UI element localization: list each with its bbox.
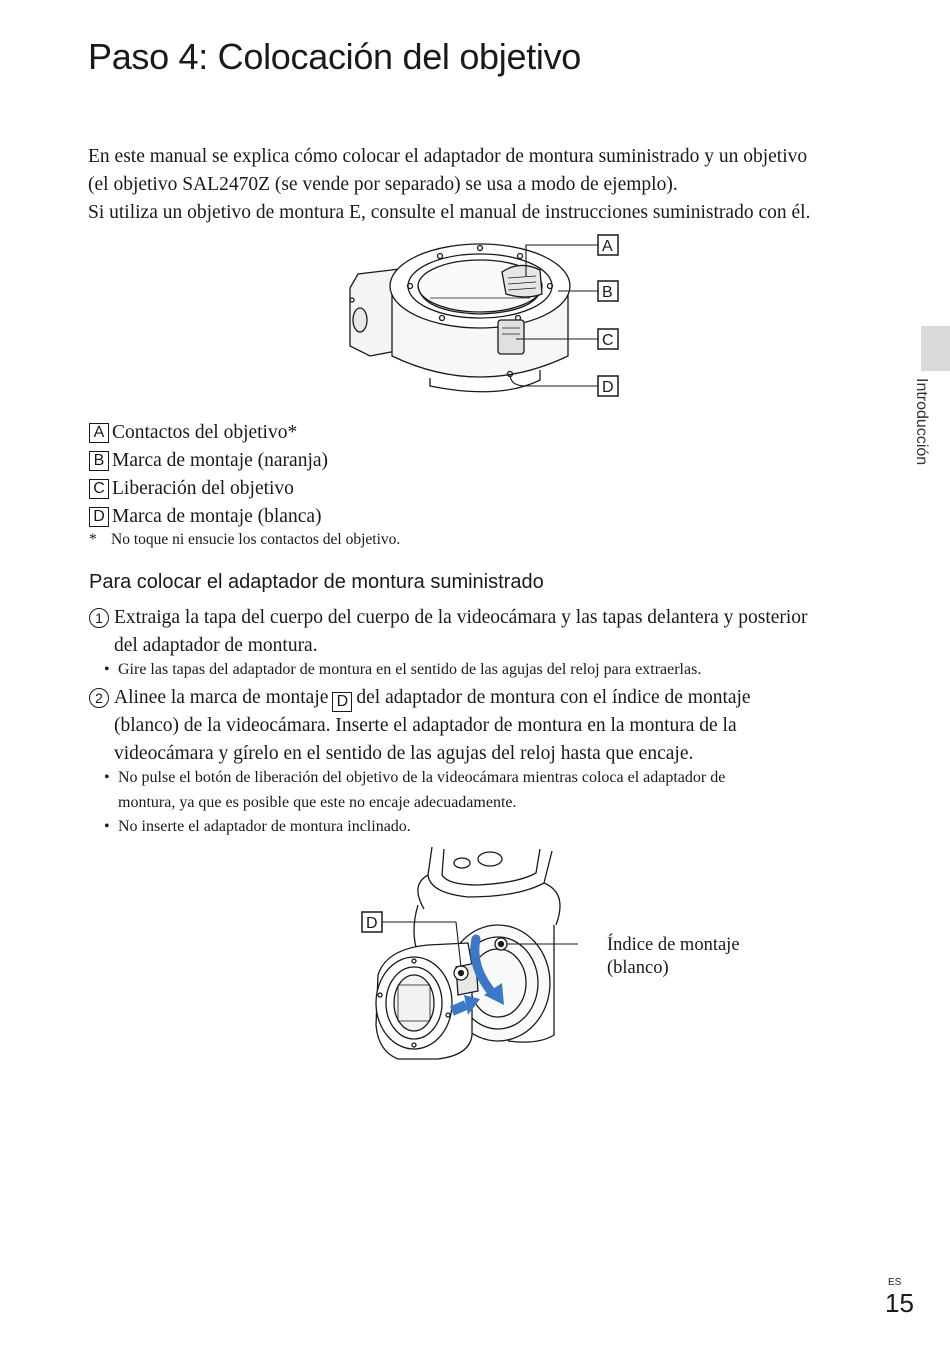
step-1 [89, 604, 869, 660]
intro-line: (el objetivo SAL2470Z (se vende por separado) se usa a modo de ejemplo). [88, 174, 678, 195]
bullet-text: Gire las tapas del adaptador de montura en el sentido de las agujas del reloj para extraerlas. [118, 661, 702, 678]
step-text: Extraiga la tapa del cuerpo del cuerpo de la videocámara y las tapas delantera y posterior [114, 607, 808, 628]
callout-c: C [602, 332, 614, 349]
label-letter-box: B [89, 451, 109, 471]
step-text-post: del adaptador de montura con el índice de montaje [356, 687, 751, 708]
part-labels [89, 419, 328, 531]
callout-d: D [366, 915, 378, 932]
page-language: ES [888, 1277, 902, 1288]
callout-a: A [602, 238, 613, 255]
bullet-dot: • [104, 769, 110, 786]
mount-index-label [607, 934, 740, 980]
label-text: Liberación del objetivo [112, 478, 294, 499]
step-number: 1 [89, 608, 109, 628]
page-number: 15 [885, 1288, 914, 1318]
step-2 [89, 684, 869, 768]
intro-paragraph [88, 143, 888, 227]
bullet-text: No pulse el botón de liberación del objetivo de la videocámara mientras coloca el adaptador de [118, 769, 726, 786]
label-letter-box: C [89, 479, 109, 499]
label-row [89, 447, 328, 475]
label-letter-box: A [89, 423, 109, 443]
bullet-text: montura, ya que es posible que este no encaje adecuadamente. [118, 794, 517, 811]
callout-d: D [602, 379, 614, 396]
label-row [89, 419, 328, 447]
label-text: Marca de montaje (naranja) [112, 450, 329, 471]
bullet-dot: • [104, 818, 110, 835]
footnote-star: * [89, 531, 97, 548]
mount-adaptor-illustration [330, 228, 630, 400]
attach-adaptor-illustration [358, 845, 578, 1079]
step-text-pre: Alinee la marca de montaje [114, 687, 329, 708]
footnote [89, 531, 400, 549]
label-text: Contactos del objetivo* [112, 422, 298, 443]
step-text: videocámara y gírelo en el sentido de las agujas del reloj hasta que encaje. [114, 743, 694, 764]
bullet-text: No inserte el adaptador de montura inclinado. [118, 818, 411, 835]
step-text [114, 684, 751, 712]
label-text: Marca de montaje (blanca) [112, 506, 322, 527]
label-letter-box: D [89, 507, 109, 527]
step-2-bullet [104, 765, 864, 815]
label-row [89, 503, 328, 531]
section-tab-label: Introducción [913, 378, 930, 466]
intro-line: En este manual se explica cómo colocar el adaptador de montura suministrado y un objetivo [88, 146, 808, 167]
inline-letter-box: D [332, 692, 352, 712]
mount-index-label-line: Índice de montaje [607, 935, 740, 955]
callout-b: B [602, 284, 613, 301]
bullet-dot: • [104, 661, 110, 678]
step-2-bullet [104, 814, 864, 839]
page-title: Paso 4: Colocación del objetivo [88, 36, 582, 77]
step-text: (blanco) de la videocámara. Inserte el adaptador de montura en la montura de la [114, 715, 737, 736]
footnote-text: No toque ni ensucie los contactos del objetivo. [111, 531, 401, 548]
section-subheading: Para colocar el adaptador de montura suministrado [89, 571, 544, 593]
step-text: del adaptador de montura. [114, 635, 318, 656]
step-number: 2 [89, 688, 109, 708]
step-1-bullet [104, 657, 864, 682]
label-row [89, 475, 328, 503]
intro-line: Si utiliza un objetivo de montura E, consulte el manual de instrucciones suministrado con él. [88, 202, 811, 223]
section-tab-marker [921, 326, 950, 371]
mount-index-label-line: (blanco) [607, 958, 669, 978]
